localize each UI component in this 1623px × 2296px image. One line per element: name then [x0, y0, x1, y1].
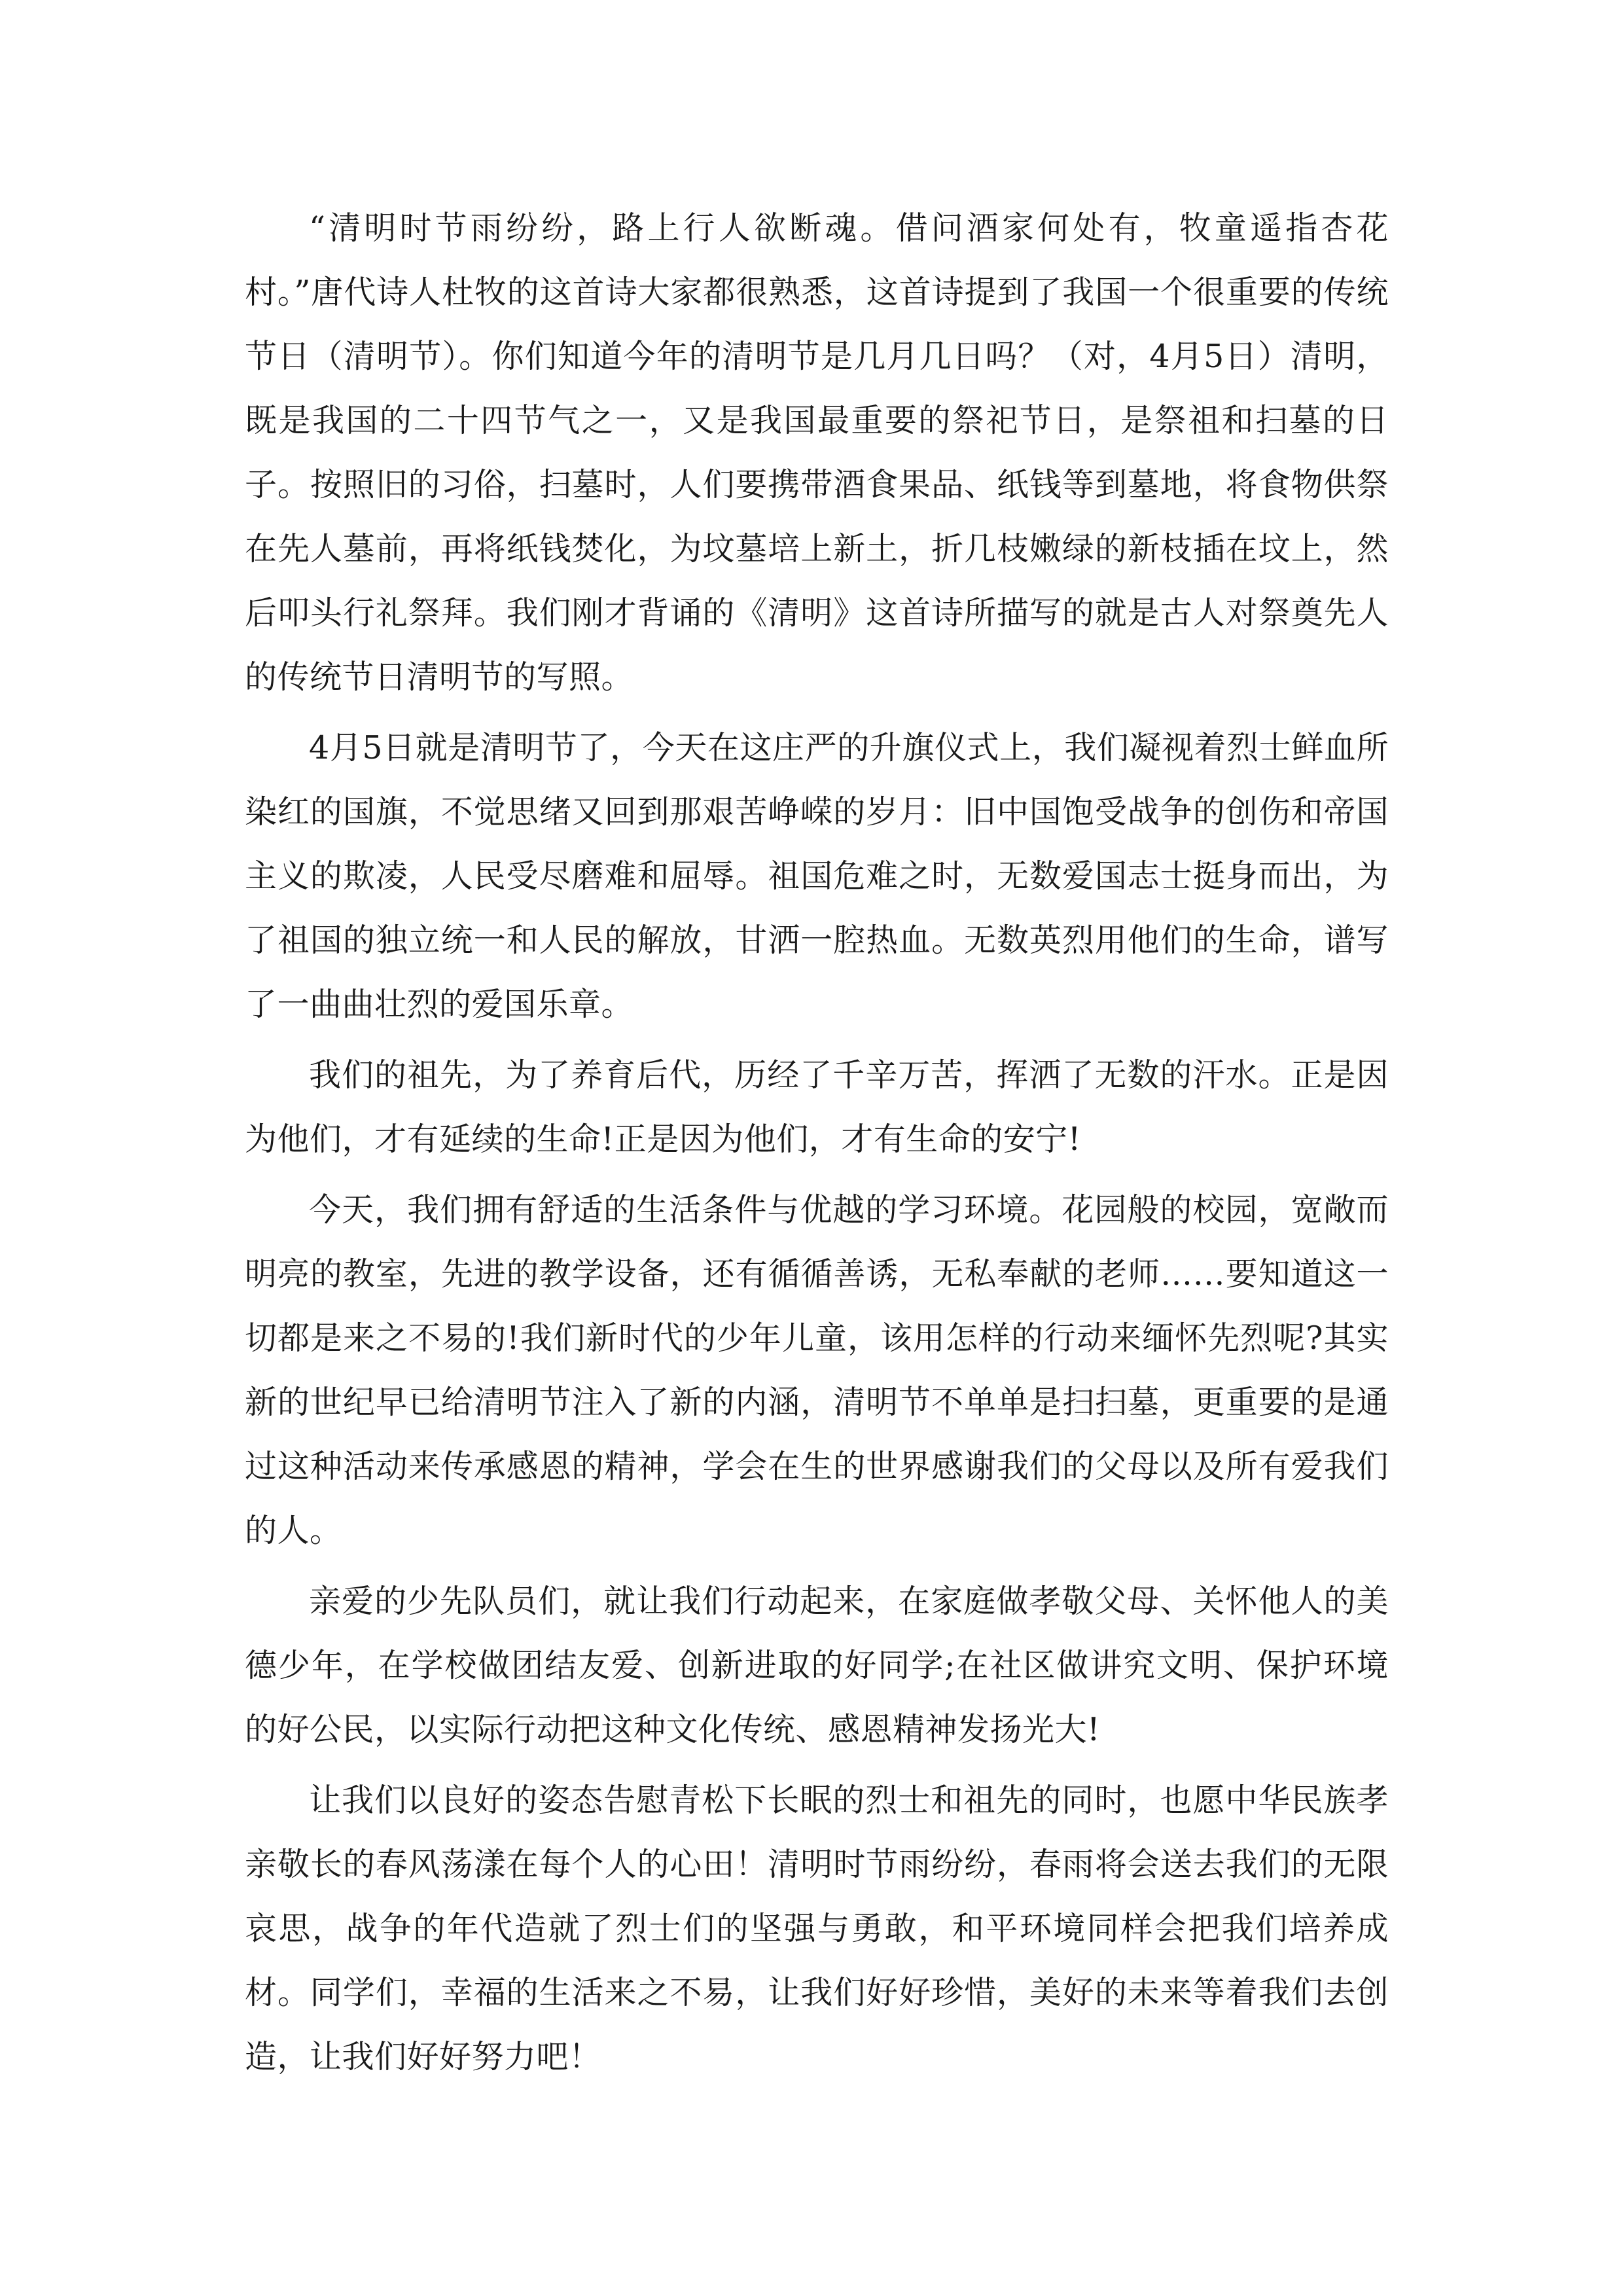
paragraph-5: 亲爱的少先队员们，就让我们行动起来，在家庭做孝敬父母、关怀他人的美德少年，在学校做团结友爱、创新进取的好同学;在社区做讲究文明、保护环境的好公民，以实际行动把这种文化传统、感恩精神发扬光大! — [245, 1583, 1389, 1748]
paragraph-1: “清明时节雨纷纷，路上行人欲断魂。借问酒家何处有，牧童遥指杏花村。”唐代诗人杜牧的这首诗大家都很熟悉，这首诗提到了我国一个很重要的传统节日（清明节）。你们知道今年的清明节是几月几日吗？（对，4月5日）清明，既是我国的二十四节气之一，又是我国最重要的祭祀节日，是祭祖和扫墓的日子。按照旧的习俗，扫墓时，人们要携带酒食果品、纸钱等到墓地，将食物供祭在先人墓前，再将纸钱焚化，为坟墓培上新土，折几枝嫩绿的新枝插在坟上，然后叩头行礼祭拜。我们刚才背诵的《清明》这首诗所描写的就是古人对祭奠先人的传统节日清明节的写照。 — [245, 209, 1389, 696]
paragraph-6: 让我们以良好的姿态告慰青松下长眠的烈士和祖先的同时，也愿中华民族孝亲敬长的春风荡漾在每个人的心田！清明时节雨纷纷，春雨将会送去我们的无限哀思，战争的年代造就了烈士们的坚强与勇敢，和平环境同样会把我们培养成材。同学们，幸福的生活来之不易，让我们好好珍惜，美好的未来等着我们去创造，让我们好好努力吧！ — [245, 1782, 1389, 2075]
paragraph-3: 我们的祖先，为了养育后代，历经了千辛万苦，挥洒了无数的汗水。正是因为他们，才有延续的生命!正是因为他们，才有生命的安宁! — [245, 1056, 1389, 1158]
paragraph-4: 今天，我们拥有舒适的生活条件与优越的学习环境。花园般的校园，宽敞而明亮的教室，先进的教学设备，还有循循善诱，无私奉献的老师……要知道这一切都是来之不易的!我们新时代的少年儿童，该用怎样的行动来缅怀先烈呢?其实新的世纪早已给清明节注入了新的内涵，清明节不单单是扫扫墓，更重要的是通过这种活动来传承感恩的精神，学会在生的世界感谢我们的父母以及所有爱我们的人。 — [245, 1191, 1389, 1549]
document-body — [245, 196, 1389, 2096]
paragraph-2: 4月5日就是清明节了，今天在这庄严的升旗仪式上，我们凝视着烈士鲜血所染红的国旗，不觉思绪又回到那艰苦峥嵘的岁月：旧中国饱受战争的创伤和帝国主义的欺凌，人民受尽磨难和屈辱。祖国危难之时，无数爱国志士挺身而出，为了祖国的独立统一和人民的解放，甘洒一腔热血。无数英烈用他们的生命，谱写了一曲曲壮烈的爱国乐章。 — [245, 729, 1389, 1023]
